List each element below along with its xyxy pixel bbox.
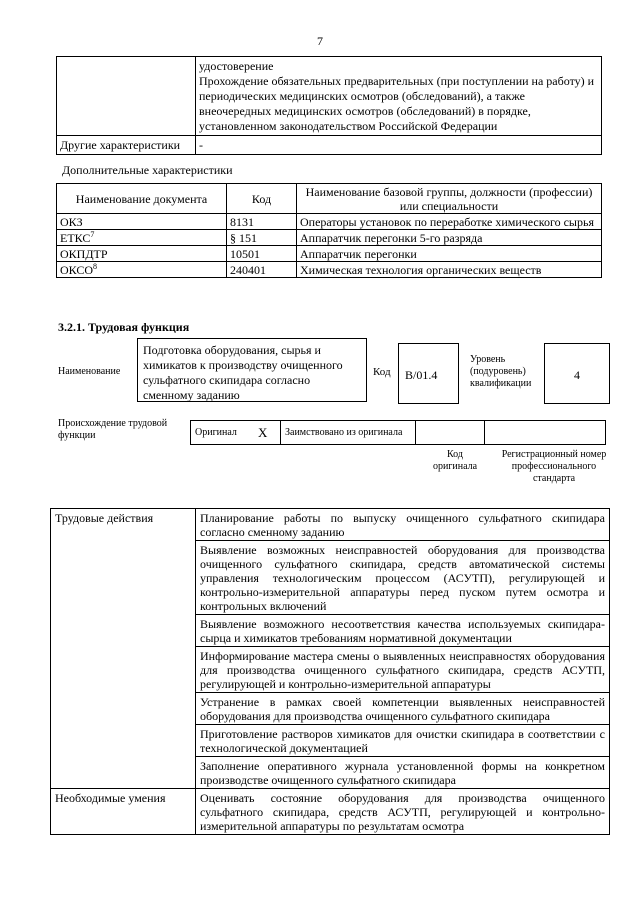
skills-label: Необходимые умения: [51, 789, 196, 835]
original-code-cell: [416, 421, 485, 445]
function-code-box: В/01.4: [398, 343, 459, 404]
name-cell: Операторы установок по переработке химического сырья: [297, 214, 602, 230]
footnote-ref: 7: [90, 230, 95, 239]
registration-number-caption: Регистрационный номер профессионального стандарта: [501, 449, 607, 484]
doc-cell: [57, 246, 227, 262]
row-label: [57, 57, 196, 136]
doc-name: ОКПДТР: [60, 247, 108, 261]
qualification-level-box: 4: [544, 343, 610, 404]
name-label: Наименование: [58, 366, 121, 377]
original-code-caption: Код оригинала: [432, 449, 478, 472]
additional-characteristics-title: Дополнительные характеристики: [62, 163, 233, 177]
action-item: Выявление возможных неисправностей оборудования для производства очищенного сульфатного скипидара, средств автоматической системы управления технологическим процессом (АСУТП), регулирующей и контрольно-измерительной аппаратуры перед пуском путем осмотра и контрольных включений: [196, 541, 610, 615]
action-item: Выявление возможного несоответствия качества используемых скипидара-сырца и химикатов требованиям нормативной документации: [196, 615, 610, 647]
doc-cell: [57, 262, 227, 278]
header-code: Код: [227, 184, 297, 214]
continuation-table: [56, 56, 602, 155]
row-value: -: [196, 136, 602, 155]
name-cell: Аппаратчик перегонки: [297, 246, 602, 262]
labor-actions-table: [50, 508, 610, 835]
code-cell: § 151: [227, 230, 297, 246]
origin-label: Происхождение трудовой функции: [58, 418, 168, 441]
registration-number-cell: [485, 421, 606, 445]
borrowed-cell: Заимствовано из оригинала: [281, 421, 416, 445]
table-row: [57, 136, 602, 155]
row-label: Другие характеристики: [57, 136, 196, 155]
doc-cell: [57, 214, 227, 230]
action-item: Заполнение оперативного журнала установленной формы на конкретном производстве очищенного сульфатного скипидара: [196, 757, 610, 789]
table-row: [57, 246, 602, 262]
skill-item: Оценивать состояние оборудования для производства очищенного сульфатного скипидара, средств АСУТП, регулирующей и контрольно-измерительной аппаратуры по результатам осмотра: [196, 789, 610, 835]
action-item: Приготовление растворов химикатов для очистки скипидара в соответствии с технологической документацией: [196, 725, 610, 757]
table-row: [57, 262, 602, 278]
table-row: [57, 230, 602, 246]
table-header: [57, 184, 602, 214]
actions-label: Трудовые действия: [51, 509, 196, 789]
header-name: Наименование базовой группы, должности (профессии) или специальности: [297, 184, 602, 214]
row-value-line: удостоверение: [199, 59, 274, 73]
function-name-box: Подготовка оборудования, сырья и химикатов к производству очищенного сульфатного скипидара согласно сменному заданию: [137, 338, 367, 402]
page-number: 7: [317, 34, 323, 48]
table-row: [57, 57, 602, 136]
code-cell: 8131: [227, 214, 297, 230]
table-row: [51, 789, 610, 835]
header-doc: Наименование документа: [57, 184, 227, 214]
origin-table: [190, 420, 606, 445]
doc-name: ЕТКС: [60, 231, 91, 245]
section-title: 3.2.1. Трудовая функция: [58, 320, 190, 334]
row-value-line: Прохождение обязательных предварительных (при поступлении на работу) и периодических медицинских осмотров (обследований), а также внеочередных медицинских осмотров (обследований) в порядке, установленном законодательством Российской Федерации: [199, 74, 595, 133]
name-cell: Аппаратчик перегонки 5-го разряда: [297, 230, 602, 246]
classification-table: [56, 183, 602, 278]
code-label: Код: [373, 366, 391, 378]
original-mark: X: [254, 421, 281, 445]
doc-cell: [57, 230, 227, 246]
action-item: Информирование мастера смены о выявленных неисправностях оборудования для производства очищенного сульфатного скипидара, средств АСУТП, регулирующей и контрольно-измерительной аппаратуры: [196, 647, 610, 693]
name-cell: Химическая технология органических веществ: [297, 262, 602, 278]
footnote-ref: 8: [93, 262, 98, 271]
action-item: Планирование работы по выпуску очищенного сульфатного скипидара согласно сменному заданию: [196, 509, 610, 541]
table-row: [191, 421, 606, 445]
action-item: Устранение в рамках своей компетенции выявленных неисправностей оборудования для производства очищенного сульфатного скипидара: [196, 693, 610, 725]
table-row: [57, 214, 602, 230]
code-cell: 240401: [227, 262, 297, 278]
doc-name: ОКСО: [60, 263, 94, 277]
code-cell: 10501: [227, 246, 297, 262]
table-row: [51, 509, 610, 541]
row-value: [196, 57, 602, 136]
original-cell: Оригинал: [191, 421, 255, 445]
qualification-level-label: Уровень (подуровень) квалификации: [470, 354, 532, 389]
doc-name: ОКЗ: [60, 215, 83, 229]
